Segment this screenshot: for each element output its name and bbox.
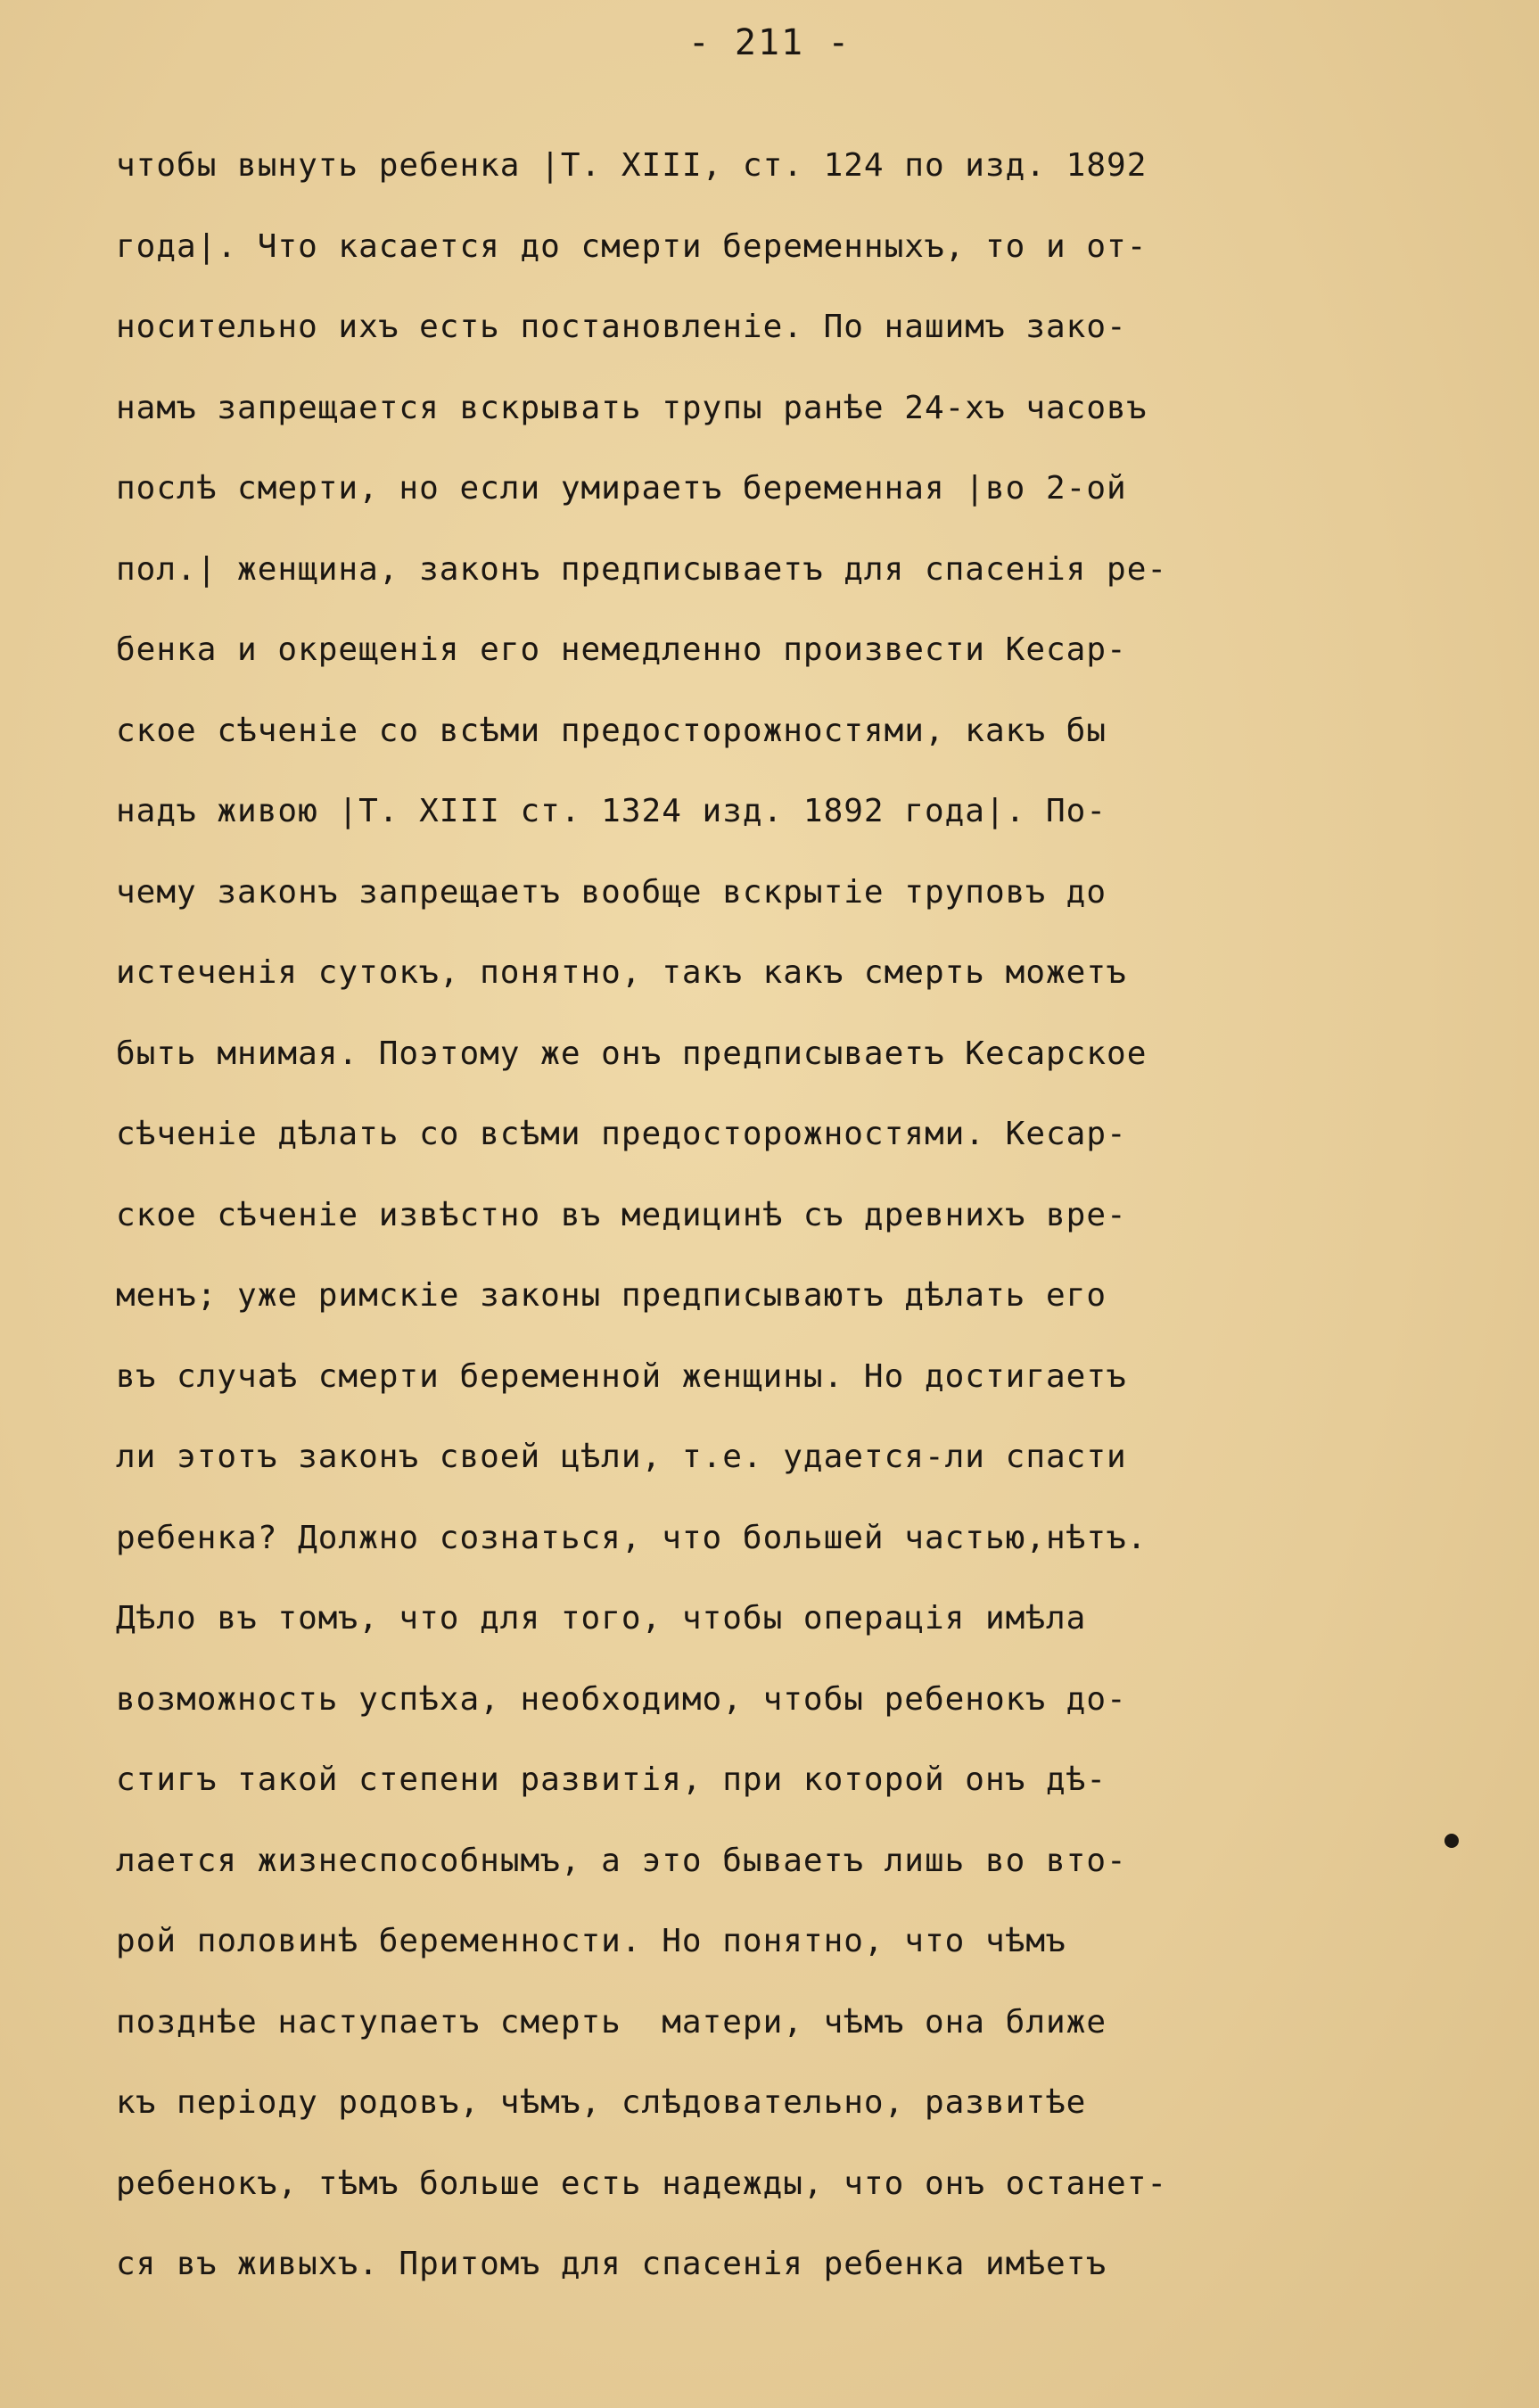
- text-line: ское сѣченіе со всѣми предосторожностями, какъ бы: [116, 712, 1107, 749]
- text-line: возможность успѣха, необходимо, чтобы ребенокъ до-: [116, 1680, 1127, 1718]
- text-line: ли этотъ законъ своей цѣли, т.е. удается-ли спасти: [116, 1439, 1127, 1475]
- text-body: [116, 141, 1418, 2321]
- text-line: сѣченіе дѣлать со всѣми предосторожностями. Кесар-: [116, 1116, 1127, 1152]
- text-line: надъ живою |Т. XIII ст. 1324 изд. 1892 года|. По-: [116, 793, 1107, 829]
- text-line: ребенка? Должно сознаться, что большей частью,нѣтъ.: [116, 1519, 1148, 1556]
- text-line: года|. Что касается до смерти беременныхъ, то и от-: [116, 227, 1148, 265]
- text-line: стигъ такой степени развитія, при которой онъ дѣ-: [116, 1761, 1107, 1798]
- text-line: послѣ смерти, но если умираетъ беременная |во 2-ой: [116, 470, 1127, 507]
- text-line: быть мнимая. Поэтому же онъ предписываетъ Кесарское: [116, 1035, 1148, 1072]
- text-line: Дѣло въ томъ, что для того, чтобы операція имѣла: [116, 1600, 1087, 1637]
- text-line: въ случаѣ смерти беременной женщины. Но достигаетъ: [116, 1357, 1127, 1395]
- text-line: носительно ихъ есть постановленіе. По нашимъ зако-: [116, 309, 1127, 345]
- text-line: къ періоду родовъ, чѣмъ, слѣдовательно, развитѣе: [116, 2084, 1087, 2121]
- text-line: бенка и окрещенія его немедленно произвести Кесар-: [116, 631, 1127, 668]
- ink-dot-mark: [1444, 1834, 1459, 1848]
- text-line: ся въ живыхъ. Притомъ для спасенія ребенка имѣетъ: [116, 2246, 1107, 2282]
- text-line: лается жизнеспособнымъ, а это бываетъ лишь во вто-: [116, 1842, 1127, 1879]
- text-line: позднѣе наступаетъ смерть матери, чѣмъ она ближе: [116, 2003, 1107, 2041]
- text-line: чему законъ запрещаетъ вообще вскрытіе труповъ до: [116, 873, 1107, 911]
- text-line: менъ; уже римскіе законы предписываютъ дѣлать его: [116, 1277, 1107, 1314]
- text-line: истеченія сутокъ, понятно, такъ какъ смерть можетъ: [116, 954, 1127, 991]
- text-line: пол.| женщина, законъ предписываетъ для спасенія ре-: [116, 550, 1168, 588]
- text-line: ребенокъ, тѣмъ больше есть надежды, что онъ останет-: [116, 2165, 1168, 2202]
- page-number: - 211 -: [687, 22, 852, 63]
- text-line: рой половинѣ беременности. Но понятно, что чѣмъ: [116, 1923, 1066, 1959]
- text-line: намъ запрещается вскрывать трупы ранѣе 24-хъ часовъ: [116, 389, 1148, 426]
- text-line: чтобы вынуть ребенка |Т. XIII, ст. 124 по изд. 1892: [116, 147, 1148, 184]
- text-line: ское сѣченіе извѣстно въ медицинѣ съ древнихъ вре-: [116, 1196, 1127, 1233]
